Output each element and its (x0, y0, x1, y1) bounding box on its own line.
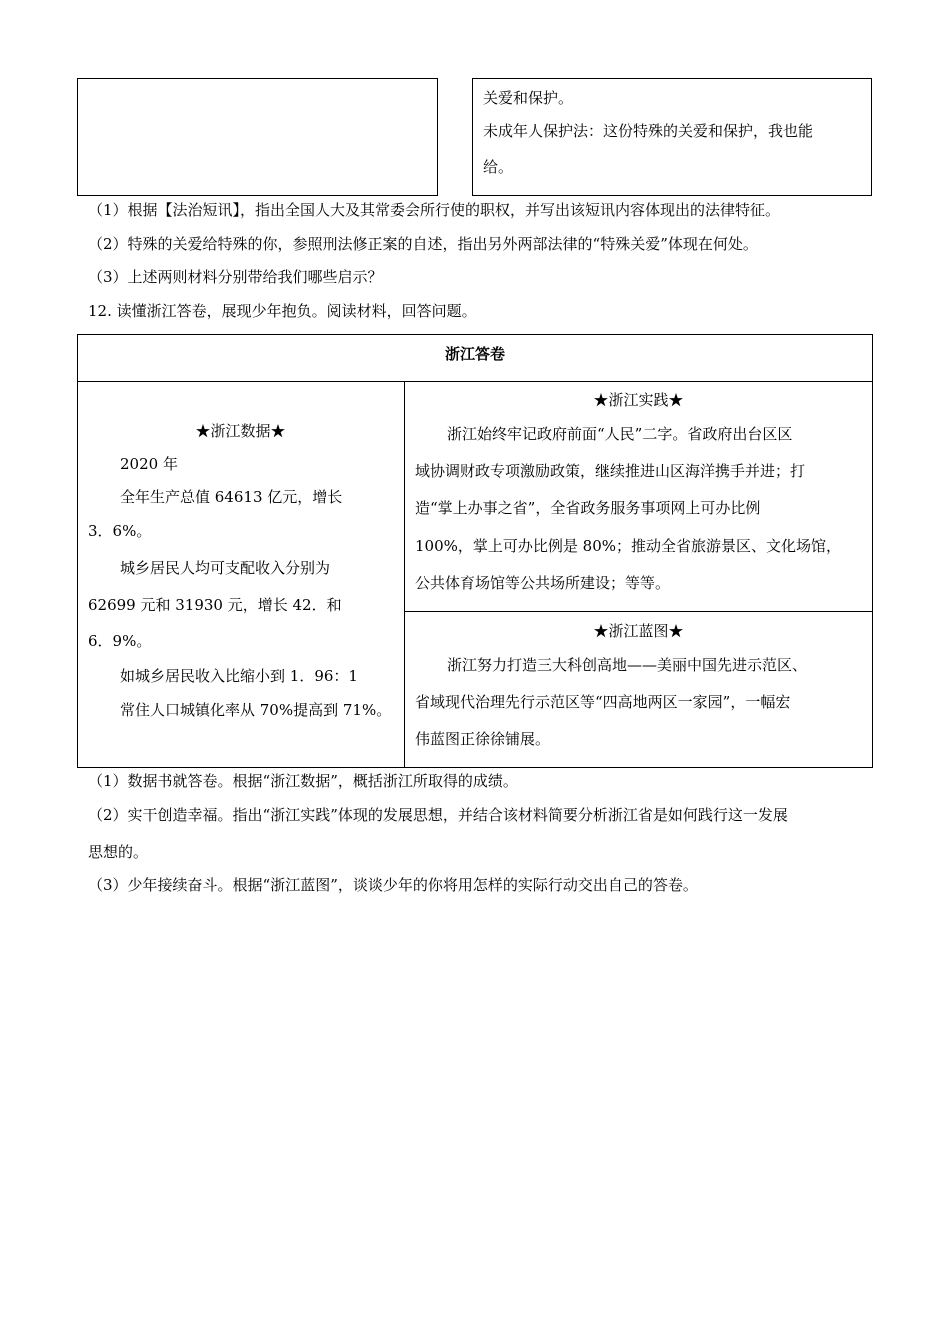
blueprint-line-2: 省域现代治理先行示范区等“四高地两区一家园”，一幅宏 (415, 693, 791, 711)
q11-question-2: （2）特殊的关爱给特殊的你，参照刑法修正案的自述，指出另外两部法律的“特殊关爱”体现在何处。 (88, 235, 758, 253)
top-right-line-3: 给。 (483, 158, 514, 176)
data-line-2: 全年生产总值 64613 亿元，增长 (120, 488, 343, 506)
table-right-row-divider (404, 611, 873, 612)
data-line-3: 3．6%。 (88, 522, 152, 540)
blueprint-line-3: 伟蓝图正徐徐铺展。 (415, 730, 551, 748)
practice-line-3: 造“掌上办事之省”，全省政务服务事项网上可办比例 (415, 499, 761, 517)
data-line-4: 城乡居民人均可支配收入分别为 (120, 559, 331, 577)
data-line-6: 6．9%。 (88, 632, 152, 650)
q12-question-2-cont: 思想的。 (88, 843, 149, 861)
q12-stem: 12. 读懂浙江答卷，展现少年抱负。阅读材料，回答问题。 (88, 302, 477, 320)
data-line-5: 62699 元和 31930 元，增长 42．和 (88, 596, 342, 614)
q12-question-2: （2）实干创造幸福。指出“浙江实践”体现的发展思想，并结合该材料简要分析浙江省是如何践行这一发展 (88, 806, 788, 824)
table-column-divider (404, 381, 405, 768)
practice-line-2: 域协调财政专项激励政策，继续推进山区海洋携手并进；打 (415, 462, 806, 480)
top-right-line-1: 关爱和保护。 (483, 89, 574, 107)
blueprint-section-title: ★浙江蓝图★ (593, 622, 684, 640)
table-title: 浙江答卷 (444, 345, 505, 363)
practice-line-5: 公共体育场馆等公共场所建设；等等。 (415, 574, 671, 592)
top-left-empty-box (77, 78, 438, 196)
table-title-divider (77, 381, 873, 382)
q12-question-1: （1）数据书就答卷。根据“浙江数据”，概括浙江所取得的成绩。 (88, 772, 518, 790)
q11-question-3: （3）上述两则材料分别带给我们哪些启示？ (88, 268, 383, 286)
data-section-title: ★浙江数据★ (195, 422, 286, 440)
practice-section-title: ★浙江实践★ (593, 391, 684, 409)
q12-question-3: （3）少年接续奋斗。根据“浙江蓝图”，谈谈少年的你将用怎样的实际行动交出自己的答卷。 (88, 876, 698, 894)
practice-line-1: 浙江始终牢记政府前面“人民”二字。省政府出台区区 (447, 425, 793, 443)
top-right-line-2: 未成年人保护法：这份特殊的关爱和保护，我也能 (483, 122, 814, 140)
blueprint-line-1: 浙江努力打造三大科创高地——美丽中国先进示范区、 (447, 656, 808, 674)
practice-line-4: 100%，掌上可办比例是 80%；推动全省旅游景区、文化场馆， (415, 537, 841, 555)
data-line-7: 如城乡居民收入比缩小到 1．96：1 (120, 667, 358, 685)
q11-question-1: （1）根据【法治短讯】，指出全国人大及其常委会所行使的职权，并写出该短讯内容体现出的法律特征。 (88, 201, 781, 219)
data-line-8: 常住人口城镇化率从 70%提高到 71%。 (120, 701, 392, 719)
data-line-1: 2020 年 (120, 455, 178, 473)
